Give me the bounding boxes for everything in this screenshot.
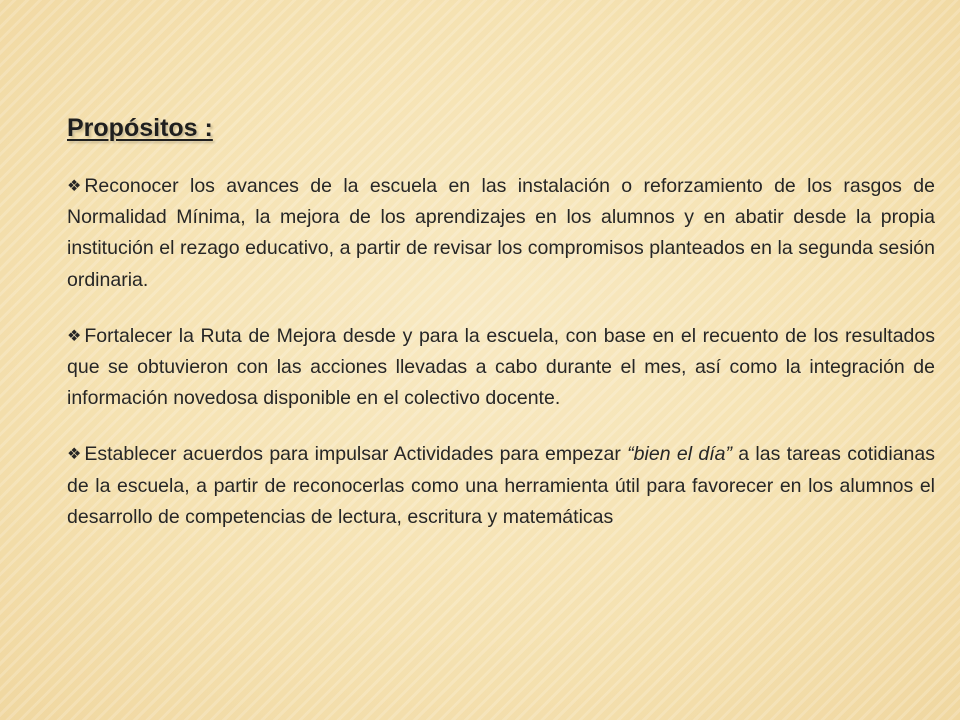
diamond-bullet-icon: ❖ bbox=[67, 446, 82, 464]
diamond-bullet-icon: ❖ bbox=[67, 327, 82, 345]
bullet-item-fortalecer bbox=[67, 321, 935, 415]
bullet-text-italic: “bien el día” bbox=[627, 443, 732, 466]
bullet-item-reconocer bbox=[67, 171, 935, 296]
diamond-bullet-icon: ❖ bbox=[67, 178, 82, 195]
bullet-list bbox=[67, 171, 935, 533]
slide-title: Propósitos : bbox=[67, 114, 213, 142]
bullet-text: Fortalecer la Ruta de Mejora desde y para la escuela, con base en el recuento de los resultados que se obtuvieron con las acciones llevadas a cabo durante el mes, así como la integración de información novedosa disponible en el colectivo docente. bbox=[67, 324, 935, 410]
bullet-text-after: a las tareas cotidianas de la escuela, a partir de reconocerlas como una herramienta útil para favorecer en los alumnos el desarrollo de competencias de lectura, escritura y matemáticas bbox=[67, 443, 935, 528]
bullet-text-before: Establecer acuerdos para impulsar Actividades para empezar bbox=[84, 443, 628, 466]
bullet-item-establecer bbox=[67, 439, 935, 533]
slide-content bbox=[67, 110, 935, 558]
bullet-text: Reconocer los avances de la escuela en las instalación o reforzamiento de los rasgos de Normalidad Mínima, la mejora de los aprendizajes en los alumnos y en abatir desde la propia institución el rezago educativo, a partir de revisar los compromisos planteados en la segunda sesión ordinaria. bbox=[67, 175, 935, 291]
